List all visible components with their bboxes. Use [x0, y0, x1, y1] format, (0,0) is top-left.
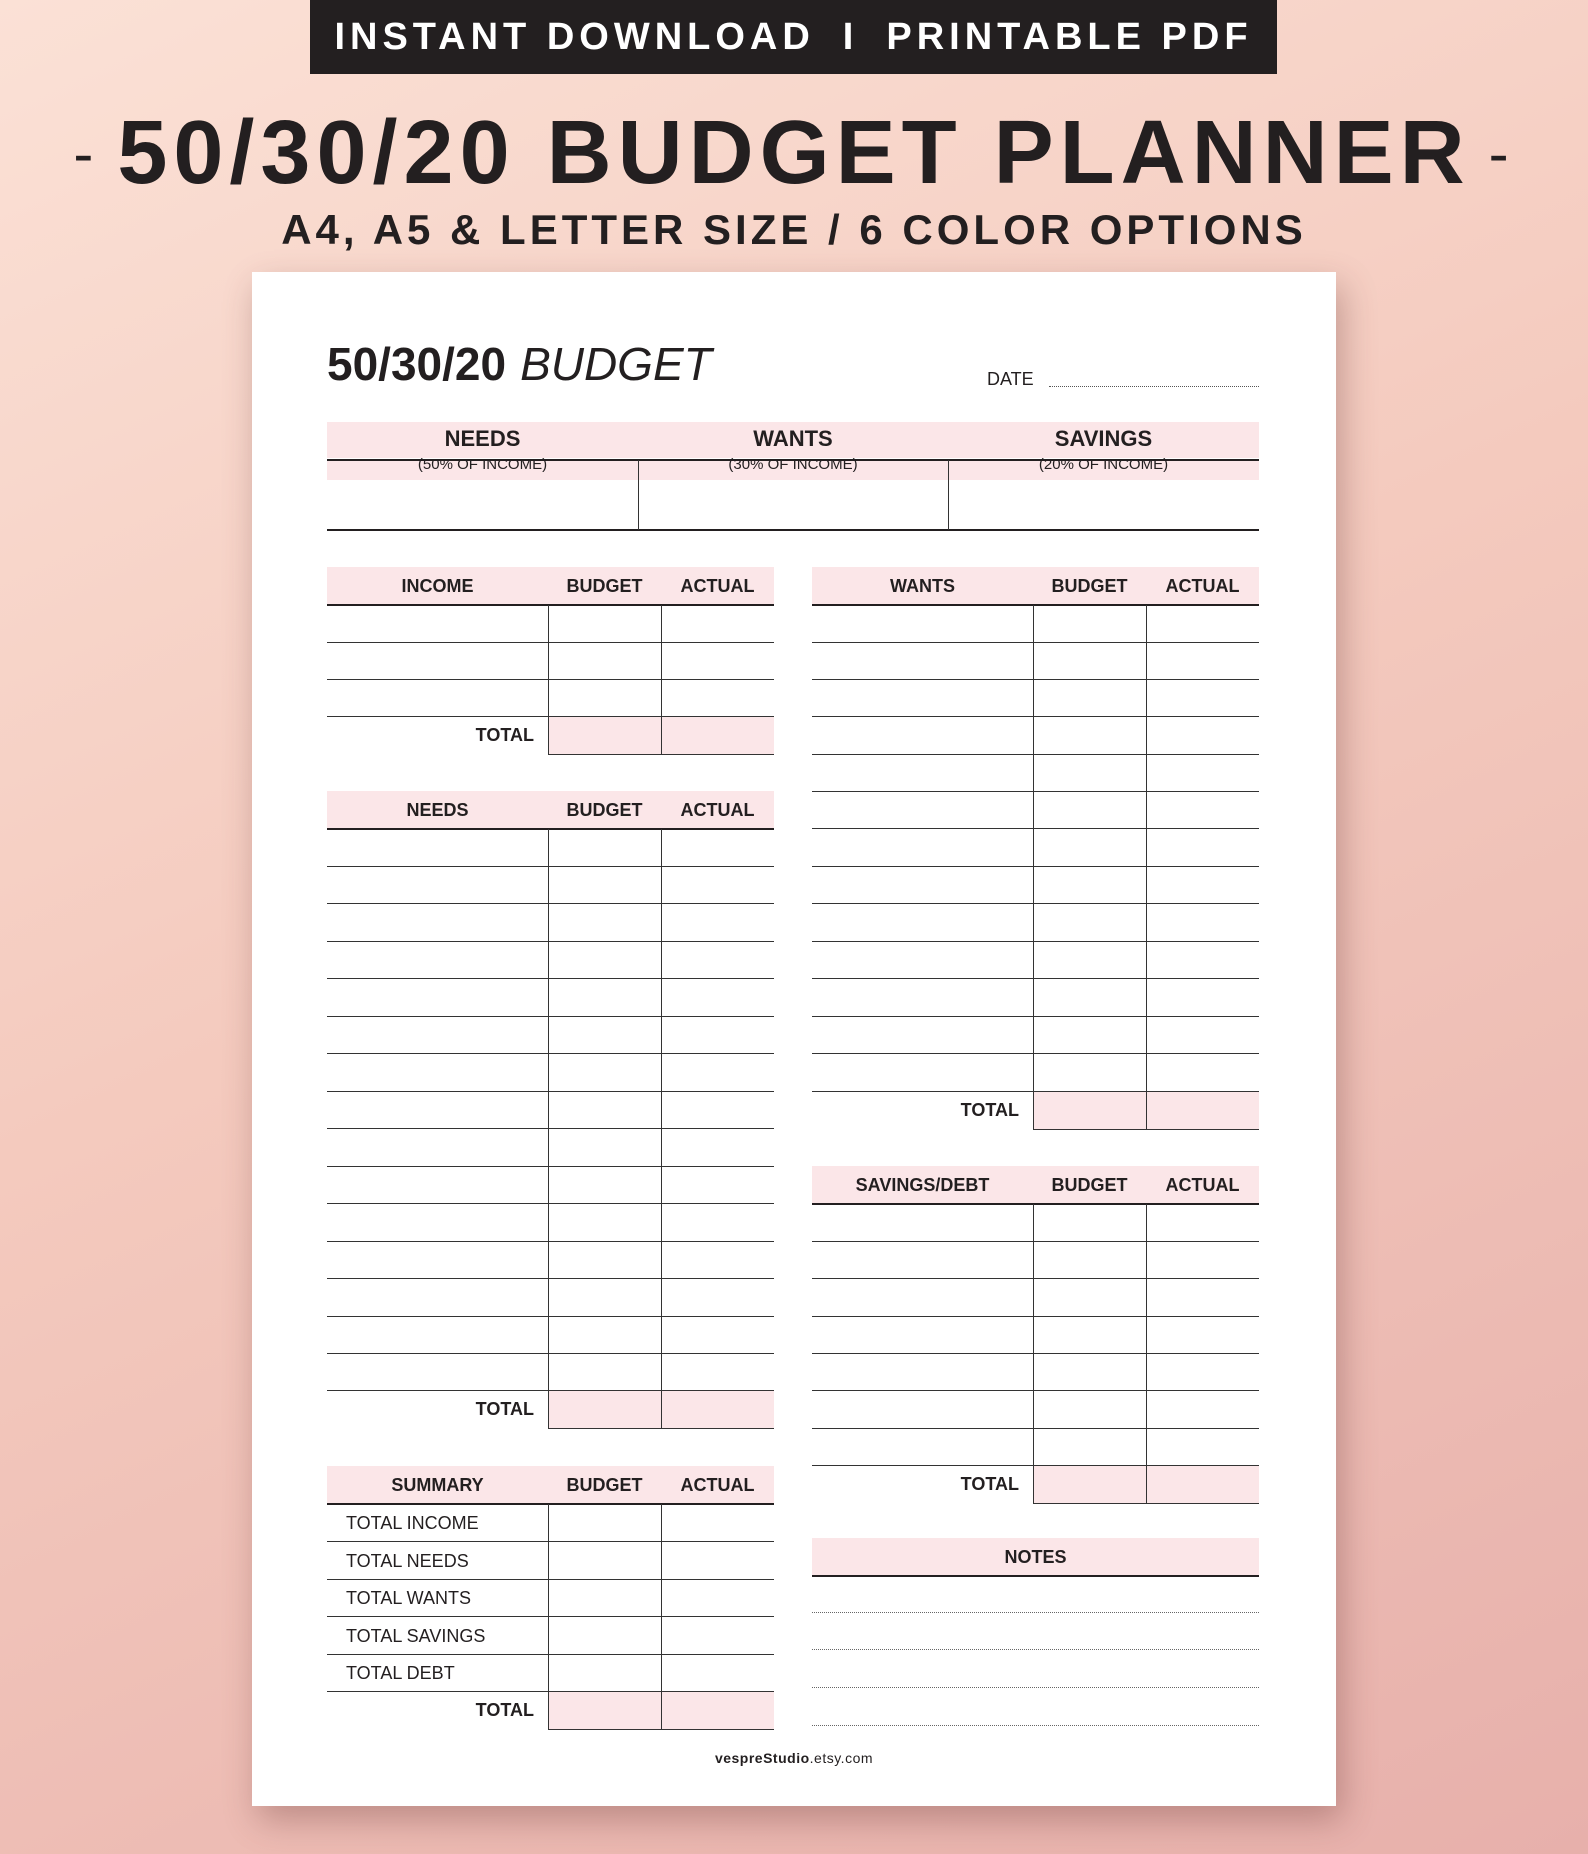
- budget-sheet: [252, 272, 1336, 1806]
- table-col-line: [1146, 1204, 1147, 1503]
- notes-line: [812, 1687, 1259, 1688]
- table-row-line: [1033, 1129, 1259, 1130]
- category-needs-title: NEEDS: [444, 426, 521, 451]
- table-col-line: [548, 605, 549, 754]
- notes-line: [812, 1725, 1259, 1726]
- table-row-line: [812, 866, 1259, 867]
- needs-header-label: NEEDS: [406, 800, 469, 820]
- table-row-line: [327, 1016, 774, 1017]
- table-row-line: [327, 1616, 774, 1617]
- needs-total-label: TOTAL: [475, 1399, 534, 1419]
- table-row-line: [812, 679, 1259, 680]
- table-row-line: [327, 1654, 774, 1655]
- table-row-line: [327, 941, 774, 942]
- table-row-line: [327, 1316, 774, 1317]
- table-col-line: [661, 605, 662, 754]
- table-row-line: [327, 1166, 774, 1167]
- table-row-line: [548, 1428, 774, 1429]
- summary-actual-header: ACTUAL: [680, 1475, 755, 1495]
- category-bottom-line: [327, 529, 1259, 531]
- table-row-line: [812, 1390, 1259, 1391]
- notes-line: [812, 1649, 1259, 1650]
- needs-budget-header: BUDGET: [566, 800, 643, 820]
- summary-row-total-needs: TOTAL NEEDS: [346, 1551, 469, 1571]
- table-row-line: [812, 903, 1259, 904]
- title-dash-right: -: [1488, 119, 1515, 187]
- table-col-line: [1033, 605, 1034, 1129]
- date-label: DATE: [987, 369, 1034, 389]
- table-row-line: [327, 1353, 774, 1354]
- banner-separator: I: [842, 15, 859, 58]
- category-savings: [948, 424, 1259, 476]
- table-row-line: [548, 754, 774, 755]
- summary-row-total-income: TOTAL INCOME: [346, 1513, 479, 1533]
- notes-line: [812, 1612, 1259, 1613]
- table-col-line: [661, 1504, 662, 1729]
- savings-debt-header-label: SAVINGS/DEBT: [855, 1175, 990, 1195]
- summary-row-total-wants: TOTAL WANTS: [346, 1588, 472, 1608]
- banner-instant-download: INSTANT DOWNLOAD: [334, 15, 815, 58]
- summary-total-label: TOTAL: [475, 1700, 534, 1720]
- table-row-line: [548, 1729, 774, 1730]
- table-row-line: [327, 679, 774, 680]
- wants-total-label: TOTAL: [960, 1100, 1019, 1120]
- savings-debt-actual-header: ACTUAL: [1165, 1175, 1240, 1195]
- category-wants: [638, 424, 948, 476]
- wants-header-label: WANTS: [890, 576, 955, 596]
- wants-budget-header: BUDGET: [1051, 576, 1128, 596]
- wants-actual-header: ACTUAL: [1165, 576, 1240, 596]
- income-total-label: TOTAL: [475, 725, 534, 745]
- table-col-line: [548, 1504, 549, 1729]
- summary-header-label: SUMMARY: [391, 1475, 484, 1495]
- subtitle: A4, A5 & LETTER SIZE / 6 COLOR OPTIONS: [281, 206, 1307, 253]
- savings-debt-budget-header: BUDGET: [1051, 1175, 1128, 1195]
- table-col-line: [1146, 605, 1147, 1129]
- table-col-line: [661, 829, 662, 1428]
- footer-shop-name: vespreStudio: [714, 1750, 810, 1766]
- summary-row-total-savings: TOTAL SAVINGS: [346, 1626, 486, 1646]
- sheet-title-numbers: 50/30/20: [327, 338, 507, 390]
- date-field[interactable]: [987, 368, 1259, 390]
- footer-domain: .etsy.com: [809, 1750, 874, 1766]
- notes-header-label: NOTES: [1004, 1547, 1067, 1567]
- category-wants-note: (30% OF INCOME): [728, 456, 858, 473]
- table-row-line: [327, 1579, 774, 1580]
- title-dash-left: -: [73, 119, 100, 187]
- category-needs-note: (50% OF INCOME): [417, 456, 548, 473]
- table-row-line: [327, 642, 774, 643]
- category-savings-note: (20% OF INCOME): [1038, 456, 1169, 473]
- table-row-line: [812, 1278, 1259, 1279]
- main-title: [0, 98, 1588, 208]
- income-header-label: INCOME: [401, 576, 474, 596]
- table-row-line: [812, 754, 1259, 755]
- table-row-line: [812, 716, 1259, 717]
- table-row-line: [812, 978, 1259, 979]
- income-actual-header: ACTUAL: [680, 576, 755, 596]
- table-row-line: [812, 1428, 1259, 1429]
- main-title-text: 50/30/20 BUDGET PLANNER: [117, 102, 1471, 203]
- table-row-line: [812, 791, 1259, 792]
- table-row-line: [327, 1278, 774, 1279]
- category-savings-title: SAVINGS: [1054, 426, 1153, 451]
- table-row-line: [812, 828, 1259, 829]
- table-row-line: [327, 1053, 774, 1054]
- savings-debt-total-label: TOTAL: [960, 1474, 1019, 1494]
- table-row-line: [812, 642, 1259, 643]
- table-row-line: [812, 1241, 1259, 1242]
- table-row-line: [327, 1203, 774, 1204]
- sheet-title: [327, 334, 712, 394]
- category-wants-title: WANTS: [753, 426, 833, 451]
- sheet-title-word: BUDGET: [520, 338, 712, 390]
- table-row-line: [812, 1316, 1259, 1317]
- table-row-line: [327, 903, 774, 904]
- table-row-line: [1033, 1503, 1259, 1504]
- needs-actual-header: ACTUAL: [680, 800, 755, 820]
- table-row-line: [327, 1241, 774, 1242]
- summary-budget-header: BUDGET: [566, 1475, 643, 1495]
- table-col-line: [548, 829, 549, 1428]
- category-needs: [327, 424, 638, 476]
- summary-row-total-debt: TOTAL DEBT: [346, 1663, 455, 1683]
- top-banner: [310, 0, 1277, 74]
- footer-credit: [252, 1750, 1336, 1766]
- banner-printable-pdf: PRINTABLE PDF: [886, 15, 1253, 58]
- date-line: [1049, 386, 1259, 387]
- table-row-line: [327, 866, 774, 867]
- table-row-line: [327, 1541, 774, 1542]
- table-row-line: [327, 978, 774, 979]
- table-row-line: [327, 1128, 774, 1129]
- table-row-line: [812, 1053, 1259, 1054]
- table-row-line: [812, 1016, 1259, 1017]
- table-row-line: [812, 941, 1259, 942]
- income-budget-header: BUDGET: [566, 576, 643, 596]
- table-col-line: [1033, 1204, 1034, 1503]
- table-row-line: [812, 1353, 1259, 1354]
- table-row-line: [327, 1091, 774, 1092]
